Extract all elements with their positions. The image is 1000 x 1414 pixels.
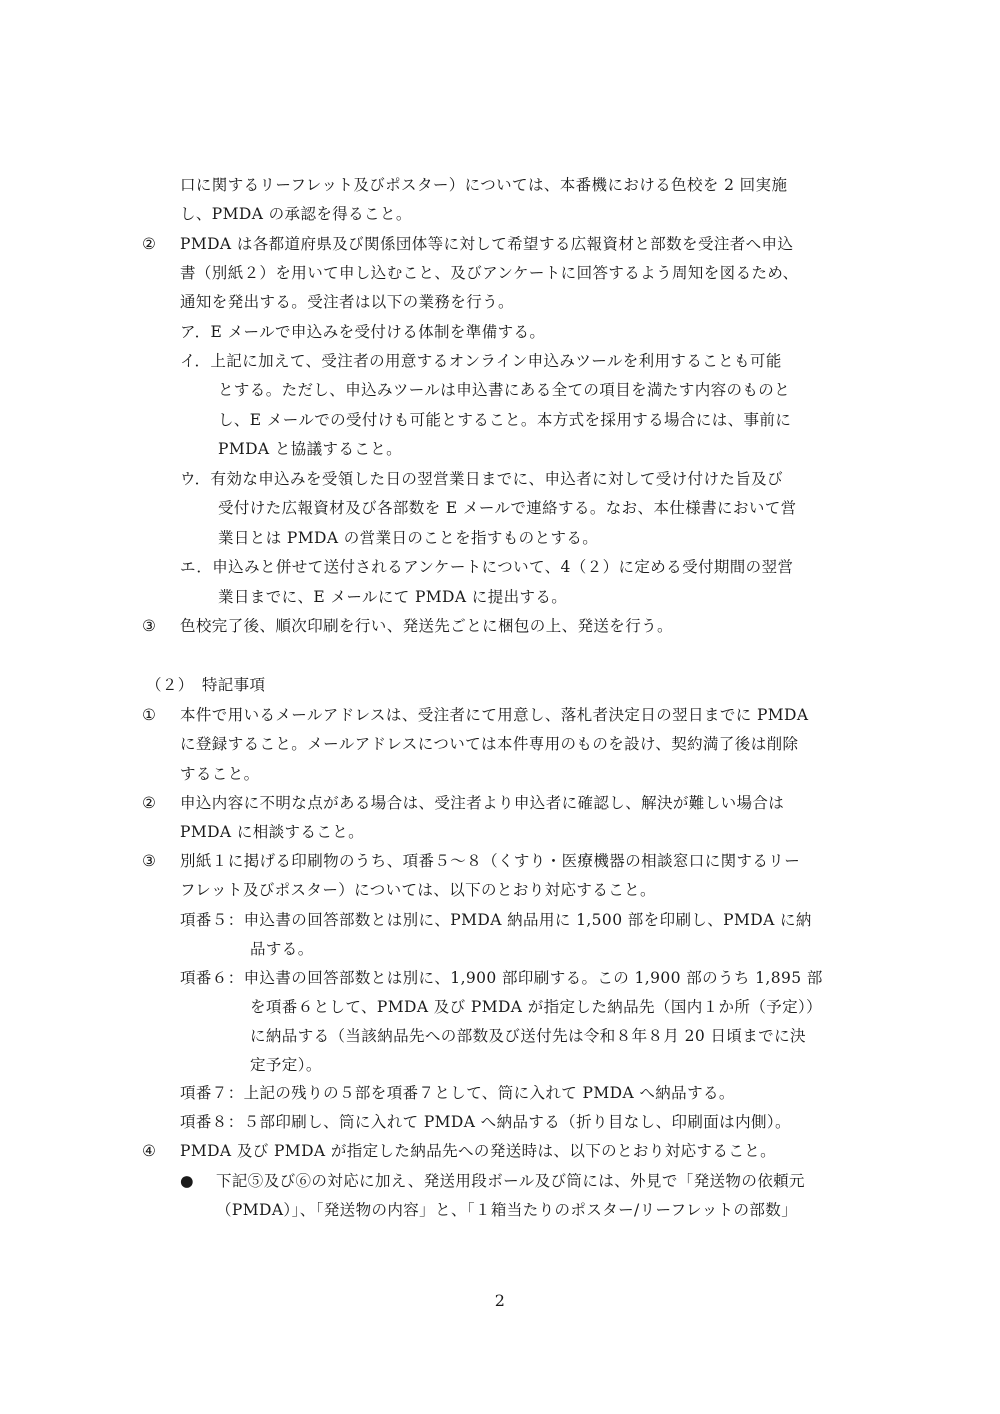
text-line: 口に関するリーフレット及びポスター）については、本番機における色校を 2 回実施 [180,176,788,194]
text-line: イ．上記に加えて、受注者の用意するオンライン申込みツールを利用することも可能 [180,352,782,370]
text-line: 申込内容に不明な点がある場合は、受注者より申込者に確認し、解決が難しい場合は [180,794,785,812]
bullet-marker: ● [180,1172,194,1190]
item-marker: ② [142,794,157,812]
text-line: に納品する（当該納品先への部数及び送付先は令和８年８月 20 日頃までに決 [250,1027,806,1045]
item-marker: ④ [142,1142,157,1160]
item-marker: ② [142,235,157,253]
section-heading: （２） 特記事項 [146,676,266,694]
text-line: 品する。 [250,940,314,958]
text-line: し、E メールでの受付けも可能とすること。本方式を採用する場合には、事前に [218,411,792,429]
text-line: 業日とは PMDA の営業日のことを指すものとする。 [218,529,599,547]
text-line: 書（別紙２）を用いて申し込むこと、及びアンケートに回答するよう周知を図るため、 [180,264,799,282]
text-line: 業日までに、E メールにて PMDA に提出する。 [218,588,568,606]
text-line: 項番８：５部印刷し、筒に入れて PMDA へ納品する（折り目なし、印刷面は内側）。 [180,1113,791,1131]
text-line: PMDA は各都道府県及び関係団体等に対して希望する広報資材と部数を受注者へ申込 [180,235,794,253]
page-number: 2 [494,1291,506,1310]
text-line: 色校完了後、順次印刷を行い、発送先ごとに梱包の上、発送を行う。 [180,617,673,635]
text-line: 本件で用いるメールアドレスは、受注者にて用意し、落札者決定日の翌日までに PMDA [180,706,809,724]
text-line: 通知を発出する。受注者は以下の業務を行う。 [180,293,514,311]
text-line: フレット及びポスター）については、以下のとおり対応すること。 [180,881,656,899]
text-line: 項番６：申込書の回答部数とは別に、1,900 部印刷する。この 1,900 部のうち 1,895 部 [180,969,823,987]
text-line: ウ．有効な申込みを受領した日の翌営業日までに、申込者に対して受け付けた旨及び [180,470,783,488]
text-line: 受付けた広報資材及び各部数を E メールで連絡する。なお、本仕様書において営 [218,499,797,517]
item-marker: ③ [142,617,157,635]
text-line: に登録すること。メールアドレスについては本件専用のものを設け、契約満了後は削除 [180,735,799,753]
text-line: ア．E メールで申込みを受付ける体制を準備する。 [180,323,546,341]
text-line: 項番７：上記の残りの５部を項番７として、筒に入れて PMDA へ納品する。 [180,1084,735,1102]
text-line: 項番５：申込書の回答部数とは別に、PMDA 納品用に 1,500 部を印刷し、PMDA に納 [180,911,812,929]
item-marker: ① [142,706,157,724]
item-marker: ③ [142,852,157,870]
text-line: 定予定）。 [250,1056,322,1074]
text-line: PMDA に相談すること。 [180,823,365,841]
text-line: PMDA と協議すること。 [218,440,403,458]
text-line: すること。 [180,765,260,783]
text-line: PMDA 及び PMDA が指定した納品先への発送時は、以下のとおり対応すること。 [180,1142,777,1160]
text-line: エ．申込みと併せて送付されるアンケートについて、4（２）に定める受付期間の翌営 [180,558,794,576]
text-line: を項番６として、PMDA 及び PMDA が指定した納品先（国内１か所（予定）） [250,998,823,1016]
text-line: とする。ただし、申込みツールは申込書にある全ての項目を満たす内容のものと [218,381,791,399]
text-line: 別紙１に掲げる印刷物のうち、項番５～８（くすり・医療機器の相談窓口に関するリー [180,852,801,870]
text-line: し、PMDA の承認を得ること。 [180,205,412,223]
text-line: 下記⑤及び⑥の対応に加え、発送用段ボール及び筒には、外見で「発送物の依頼元 [216,1172,805,1190]
text-line: （PMDA）」、「発送物の内容」と、「１箱当たりのポスター/リーフレットの部数」 [216,1201,798,1219]
